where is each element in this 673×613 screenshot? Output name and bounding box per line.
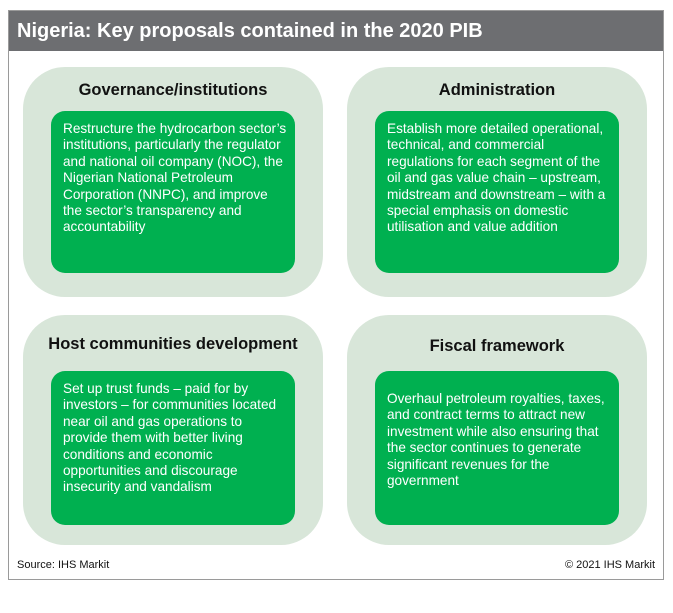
source-note: Source: IHS Markit [17,559,110,571]
panel-host-communities-heading: Host communities development [48,335,298,353]
diagram-frame [8,10,664,580]
panel-administration-heading: Administration [438,81,556,99]
panel-fiscal-text: Overhaul petroleum royalties, taxes, and contract terms to attract new investment while also ensuring that the sector continues to generate significant revenues for the government [387,391,605,489]
panel-host-communities-box [51,371,295,525]
panel-administration-box [375,111,619,273]
panel-fiscal-box [375,371,619,525]
panel-governance [23,67,323,297]
diagram-title: Nigeria: Key proposals contained in the 2020 PIB [9,11,663,51]
copyright-note: © 2021 IHS Markit [564,559,655,571]
panel-administration-text: Establish more detailed operational, technical, and commercial regulations for each segment of the oil and gas value chain – upstream, midstream and downstream – with a special emphasis on domestic utilisation and value addition [387,121,606,235]
panel-host-communities-text: Set up trust funds – paid for by investors – for communities located near oil and gas operations to provide them with better living conditions and economic opportunities and discourage insecurity and vandalism [63,381,277,495]
panel-governance-text: Restructure the hydrocarbon sector’s institutions, particularly the regulator and national oil company (NOC), the Nigerian National Petroleum Corporation (NNPC), and improve the sector’s transparency and accountability [63,121,287,235]
panel-host-communities [23,315,323,545]
panel-governance-heading: Governance/institutions [78,81,268,99]
panel-fiscal-heading: Fiscal framework [429,337,565,355]
panel-governance-box [51,111,295,273]
panel-fiscal [347,315,647,545]
panel-administration [347,67,647,297]
